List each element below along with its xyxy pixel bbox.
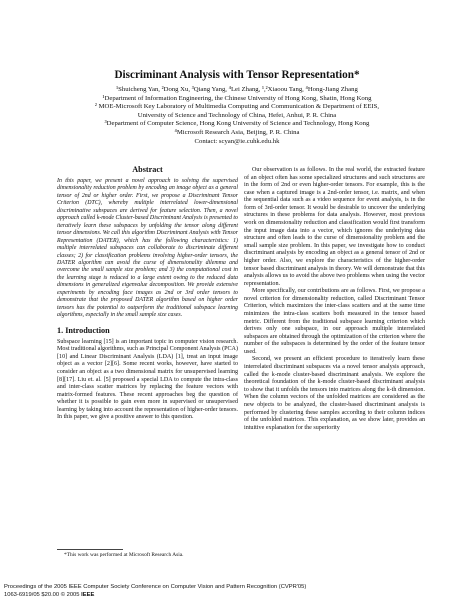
section-heading-introduction: 1. Introduction (57, 325, 110, 335)
contact-line: Contact: scyan@ie.cuhk.edu.hk (194, 137, 280, 145)
paragraph: Our observation is as follows. In the real world, the extracted feature of an object often has some specialized structures and such structures are in the form of 2nd or even higher-order tensors. For example, this is the case when a captured image is a 2nd-order tensor, i.e. matrix, and when the sequential data such as a video sequence for event analysis, is in the form of 3rd-order tensor. It would be desirable to uncover the underlying structures in these problems for data analysis. However, most previous work on dimensionality reduction and classification would first transform the input image data into a vector, which ignores the underlying data structure and often leads to the curse of dimensionality problem and the small sample size problem. In this paper, we investigate how to conduct discriminant analysis by encoding an object as a general tensor of 2nd or higher order. Also, we explore the characteristics of the higher-order tensor based discriminant analysis in theory. We will demonstrate that this analysis allows us to avoid the above two problems when using the vector representation. (244, 167, 425, 287)
paragraph: Second, we present an efficient procedure to iteratively learn these interrelated discriminant subspaces via a novel tensor analysis approach, called the k-mode cluster-based discriminant analysis. We explore the theoretical foundation of the k-mode cluster-based discriminant analysis to show that it unfolds the tensors into matrices along the k-th dimension. When the column vectors of the unfolded matrices are considered as the new objects to be analyzed, the cluster-based discriminant analysis is performed by clustering these samples according to their column indices of the unfolded matrices. This explanation, as we show later, provides an intuitive explanation for the superiority (244, 356, 425, 431)
paragraph: More specifically, our contributions are as follows. First, we propose a novel criterion for dimensionality reduction, called Discriminant Tensor Criterion, which maximizes the inter-class scatters and at the same time minimizes the intra-class scatters both measured in the tensor based metric. Different from the traditional subspace learning criterion which derives only one subspace, in our approach multiple interrelated subspaces are obtained through the optimization of the criterion where the number of the subspaces is determined by the order of the feature tensor used. (244, 288, 425, 355)
abstract-text: In this paper, we present a novel approach to solving the supervised dimensionality reduction problem by encoding an image object as a general tensor of 2nd or higher order. First, we propose a Discriminant Tensor Criterion (DTC), whereby multiple interrelated lower-dimensional discriminative subspaces are derived for feature selection. Then, a novel approach called k-mode Cluster-based Discriminant Analysis is presented to iteratively learn these subspaces by unfolding the tensor along different tensor dimensions. We call this algorithm Discriminant Analysis with Tensor Representation (DATER), which has the following characteristics: 1) multiple interrelated subspaces can collaborate to discriminate different classes; 2) for classification problems involving higher-order tensors, the DATER algorithm can avoid the curse of dimensionality dilemma and overcome the small sample size problem; and 3) the computational cost in the learning stage is reduced to a large extent owing to the reduced data dimensions in generalized eigenvalue decomposition. We provide extensive experiments by encoding face images as 2nd or 3rd order tensors to demonstrate that the proposed DATER algorithm based on higher order tensors has the potential to outperform the traditional subspace learning algorithms, especially in the small sample size cases. (57, 178, 238, 319)
author-affiliations (30, 86, 444, 146)
footnote-divider (57, 549, 123, 550)
ieee-brand: IEEE (81, 591, 95, 598)
footnote: *This work was performed at Microsoft Research Asia. (64, 552, 184, 558)
paper-title: Discriminant Analysis with Tensor Representation* (114, 69, 360, 81)
affiliation-line: ² MOE-Microsoft Key Laboratory of Multimedia Computing and Communication & Department of EEIS, (94, 103, 380, 111)
affiliation-line: University of Science and Technology of China, Hefei, Anhui, P. R. China (137, 111, 337, 119)
right-column (244, 167, 425, 432)
paragraph: Subspace learning [15] is an important topic in computer vision research. Most traditional algorithms, such as Principal Component Analysis (PCA) [10] and Linear Discriminant Analysis (LDA) [1], treat an input image object as a vector [2][6]. Some recent works, however, have started to consider an object as a two dimensional matrix for unsupervised learning [8][17]. Liu et. al. [5] proposed a special LDA to compute the intra-class and inter-class scatter matrices by replacing the feature vectors with matrix-formed features. These recent approaches beg the question of whether it is possible to gain even more in supervised or unsupervised learning by taking into account the representation of higher-order tensors. In this paper, we give a positive answer to this question. (57, 338, 238, 421)
right-column-body (244, 167, 425, 432)
proceedings-footer (4, 584, 470, 599)
abstract-heading: Abstract (132, 165, 163, 174)
copyright-text: 1063-6919/05 $20.00 © 2005 (4, 591, 80, 598)
affiliation-line: ¹Department of Information Engineering, the Chinese University of Hong Kong, Shatin, Hong Kong (102, 94, 372, 102)
left-column (57, 165, 238, 422)
proceedings-line: Proceedings of the 2005 IEEE Computer Society Conference on Computer Vision and Pattern Recognition (CVPR'05) (4, 584, 307, 590)
authors-line: ¹Shuicheng Yan, ²Dong Xu, ³Qiang Yang, ⁴Lei Zhang, ¹,²Xiaoou Tang, ⁴Hong-Jiang Zhang (116, 86, 358, 93)
affiliation-line: ⁴Microsoft Research Asia, Beijing, P. R. China (174, 128, 300, 136)
affiliation-line: ³Department of Computer Science, Hong Kong University of Science and Technology, Hong Kong (104, 120, 370, 128)
copyright-line (4, 592, 470, 600)
introduction-body (57, 339, 238, 422)
